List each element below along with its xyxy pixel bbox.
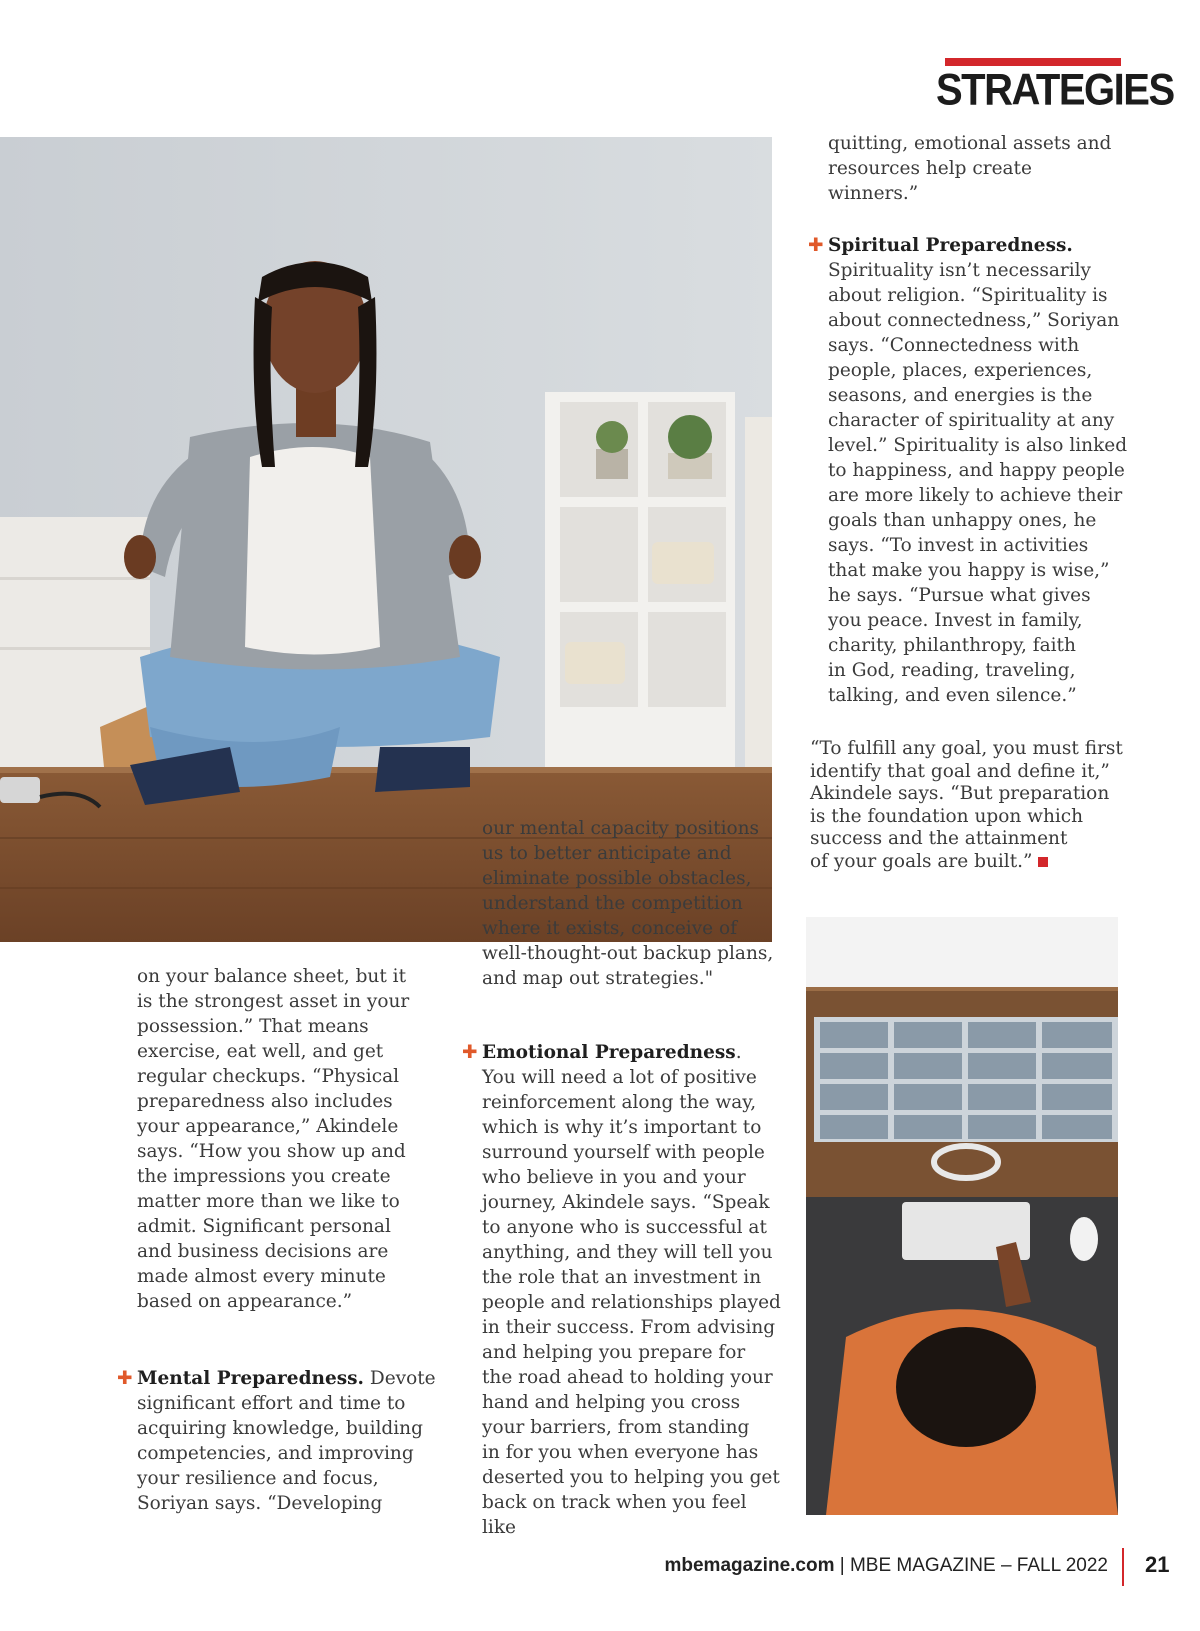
text-line: character of spirituality at any [828,410,1115,431]
text-line: possession.” That means [137,1016,369,1037]
text-line: your appearance,” Akindele [137,1116,399,1137]
text-line: about religion. “Spirituality is [828,285,1108,306]
emotional-lead-punct: . [735,1042,742,1063]
footer [600,1555,1108,1577]
text-line: on your balance sheet, but it [137,966,407,987]
text-line: deserted you to helping you get [482,1467,780,1488]
plus-icon: ✚ [117,1368,133,1389]
text-line: Soriyan says. “Developing [137,1493,383,1514]
mental-lead: Mental Preparedness. [137,1368,364,1389]
text-line: people and relationships played [482,1292,781,1313]
text-line: our mental capacity positions [482,818,760,839]
text-line: based on appearance.” [137,1291,353,1312]
footer-separator: | [834,1555,850,1576]
text-line: Akindele says. “But preparation [810,783,1110,805]
emotional-heading [462,1040,782,1065]
end-mark-icon [1038,857,1048,867]
text-line: he says. “Pursue what gives [828,585,1091,606]
text-line: to happiness, and happy people [828,460,1125,481]
text-line: hand and helping you cross [482,1392,741,1413]
text-line: the impressions you create [137,1166,391,1187]
text-line: people, places, experiences, [828,360,1093,381]
mental-first-rest: Devote [364,1368,436,1389]
text-line: regular checkups. “Physical [137,1066,400,1087]
text-line: acquiring knowledge, building [137,1418,423,1439]
spiritual-heading [808,233,1128,258]
text-line: anything, and they will tell you [482,1242,773,1263]
text-line: Spirituality isn’t necessarily [828,260,1092,281]
text-line: made almost every minute [137,1266,386,1287]
spiritual-paragraph [808,233,1128,708]
text-line: back on track when you feel like [482,1492,747,1538]
text-line: says. “How you show up and [137,1141,406,1162]
text-line: and map out strategies." [482,968,714,989]
text-line: that make you happy is wise,” [828,560,1110,581]
page-number: 21 [1145,1552,1170,1577]
text-line: charity, philanthropy, faith [828,635,1076,656]
text-line: level.” Spirituality is also linked [828,435,1128,456]
text-line: goals than unhappy ones, he [828,510,1097,531]
column-right-top [828,131,1128,206]
text-line: “To fulfill any goal, you must first [810,738,1123,759]
text-line: in God, reading, traveling, [828,660,1076,681]
text-line: of your goals are built.” [810,850,1033,872]
plus-icon: ✚ [462,1042,478,1063]
text-line: the road ahead to holding your [482,1367,773,1388]
text-line: competencies, and improving [137,1443,414,1464]
emotional-paragraph [462,1040,782,1540]
video-conference-illustration [806,917,1118,1515]
text-line: well-thought-out backup plans, [482,943,774,964]
text-line: your resilience and focus, [137,1468,379,1489]
text-line: the role that an investment in [482,1267,762,1288]
text-line-last [810,851,1130,874]
text-line: eliminate possible obstacles, [482,868,752,889]
column-middle-top [482,816,782,991]
spiritual-lead: Spiritual Preparedness. [828,235,1073,256]
text-line: and business decisions are [137,1241,389,1262]
column-left-top [137,964,437,1314]
text-line: about connectedness,” Soriyan [828,310,1120,331]
text-line: are more likely to achieve their [828,485,1123,506]
closing-paragraph [810,738,1130,874]
text-line: seasons, and energies is the [828,385,1093,406]
text-line: journey, Akindele says. “Speak [482,1192,770,1213]
text-line: which is why it’s important to [482,1117,762,1138]
text-line: where it exists, conceive of [482,918,737,939]
text-line: says. “Connectedness with [828,335,1080,356]
text-line: admit. Significant personal [137,1216,391,1237]
text-line: preparedness also includes [137,1091,393,1112]
text-line: to anyone who is successful at [482,1217,767,1238]
video-conference-photo [806,917,1118,1515]
text-line: reinforcement along the way, [482,1092,757,1113]
text-line: matter more than we like to [137,1191,400,1212]
text-line: understand the competition [482,893,743,914]
text-line: talking, and even silence.” [828,685,1077,706]
text-line: us to better anticipate and [482,843,732,864]
emotional-lead: Emotional Preparedness [482,1042,736,1063]
footer-issue: MBE MAGAZINE – FALL 2022 [849,1555,1108,1576]
page-number-rule [1122,1548,1124,1586]
mental-heading [117,1366,437,1391]
text-line: You will need a lot of positive [482,1067,757,1088]
text-line: in their success. From advising [482,1317,776,1338]
text-line: is the strongest asset in your [137,991,410,1012]
text-line: identify that goal and define it,” [810,760,1110,782]
text-line: surround yourself with people [482,1142,765,1163]
text-line: your barriers, from standing [482,1417,750,1438]
text-line: is the foundation upon which [810,805,1084,827]
text-line: says. “To invest in activities [828,535,1089,556]
section-title: STRATEGIES [936,65,1174,115]
text-line: quitting, emotional assets and [828,133,1112,154]
text-line: resources help create winners.” [828,158,1032,204]
footer-site: mbemagazine.com [664,1555,835,1576]
text-line: in for you when everyone has [482,1442,759,1463]
text-line: and helping you prepare for [482,1342,746,1363]
plus-icon: ✚ [808,235,824,256]
text-line: significant effort and time to [137,1393,406,1414]
text-line: you peace. Invest in family, [828,610,1083,631]
text-line: who believe in you and your [482,1167,746,1188]
text-line: exercise, eat well, and get [137,1041,384,1062]
mental-paragraph [117,1366,437,1516]
text-line: success and the attainment [810,828,1068,850]
